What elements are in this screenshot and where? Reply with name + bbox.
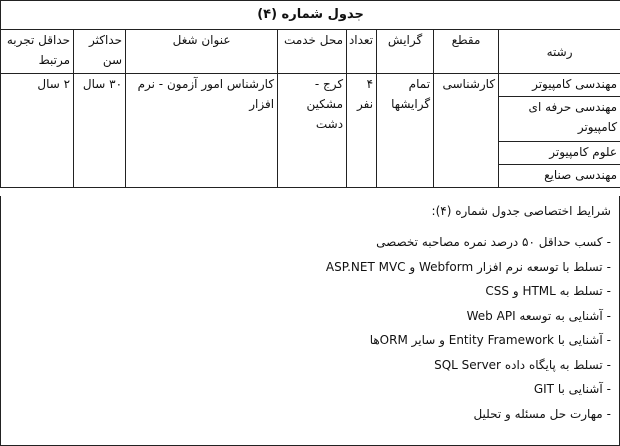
job-title-cell: کارشناس امور آزمون - نرم افزار (126, 74, 278, 188)
bullet-dash: - (606, 308, 611, 323)
field-cell: مهندسی کامپیوتر (499, 74, 620, 97)
bullet-dash: - (606, 259, 611, 274)
degree-cell: کارشناسی (434, 74, 499, 188)
header-min-experience: حداقل تجربه مرتبط (1, 30, 74, 74)
condition-text: آشنایی با Entity Framework و سایر ORMها (369, 333, 603, 347)
bullet-dash: - (606, 284, 611, 298)
location-cell: کرج - مشکین دشت (278, 74, 347, 188)
bullet-dash: - (606, 357, 611, 372)
list-item (9, 279, 611, 304)
condition-text: مهارت حل مسئله و تحلیل (473, 406, 603, 421)
condition-text: آشنایی به توسعه Web API (466, 308, 603, 323)
list-item (9, 304, 611, 329)
conditions-list (9, 230, 611, 426)
bullet-dash: - (606, 406, 611, 421)
list-item (9, 402, 611, 427)
condition-text: آشنایی با GIT (533, 382, 603, 396)
conditions-title: شرایط اختصاصی جدول شماره (۴): (431, 204, 611, 218)
specialization-cell: تمام گرایشها (377, 74, 434, 188)
bullet-dash: - (606, 235, 611, 249)
header-specialization: گرایش (377, 30, 434, 74)
header-degree: مقطع (434, 30, 499, 74)
condition-text: کسب حداقل ۵۰ درصد نمره مصاحبه تخصصی (376, 235, 603, 249)
max-age-cell: ۳۰ سال (74, 74, 126, 188)
field-cell: مهندسی صنایع (499, 165, 620, 188)
special-conditions-section (0, 196, 620, 446)
min-experience-cell: ۲ سال (1, 74, 74, 188)
count-cell: ۴ نفر (347, 74, 377, 188)
list-item (9, 328, 611, 353)
condition-text: تسلط به پایگاه داده SQL Server (434, 357, 603, 372)
header-field: رشته (499, 30, 620, 74)
header-count: تعداد (347, 30, 377, 74)
list-item (9, 377, 611, 402)
field-cell: مهندسی حرفه ای کامپیوتر (499, 97, 620, 142)
list-item (9, 230, 611, 255)
header-job-title: عنوان شغل (126, 30, 278, 74)
table-title: جدول شماره (۴) (1, 1, 620, 30)
list-item (9, 255, 611, 280)
job-table (0, 0, 620, 188)
bullet-dash: - (606, 333, 611, 347)
header-location: محل خدمت (278, 30, 347, 74)
condition-text: تسلط با توسعه نرم افزار Webform و ASP.NET MVC (325, 259, 603, 274)
field-cell: علوم کامپیوتر (499, 142, 620, 165)
list-item (9, 353, 611, 378)
bullet-dash: - (606, 382, 611, 396)
header-max-age: حداکثر سن (74, 30, 126, 74)
condition-text: تسلط به HTML و CSS (485, 284, 603, 298)
